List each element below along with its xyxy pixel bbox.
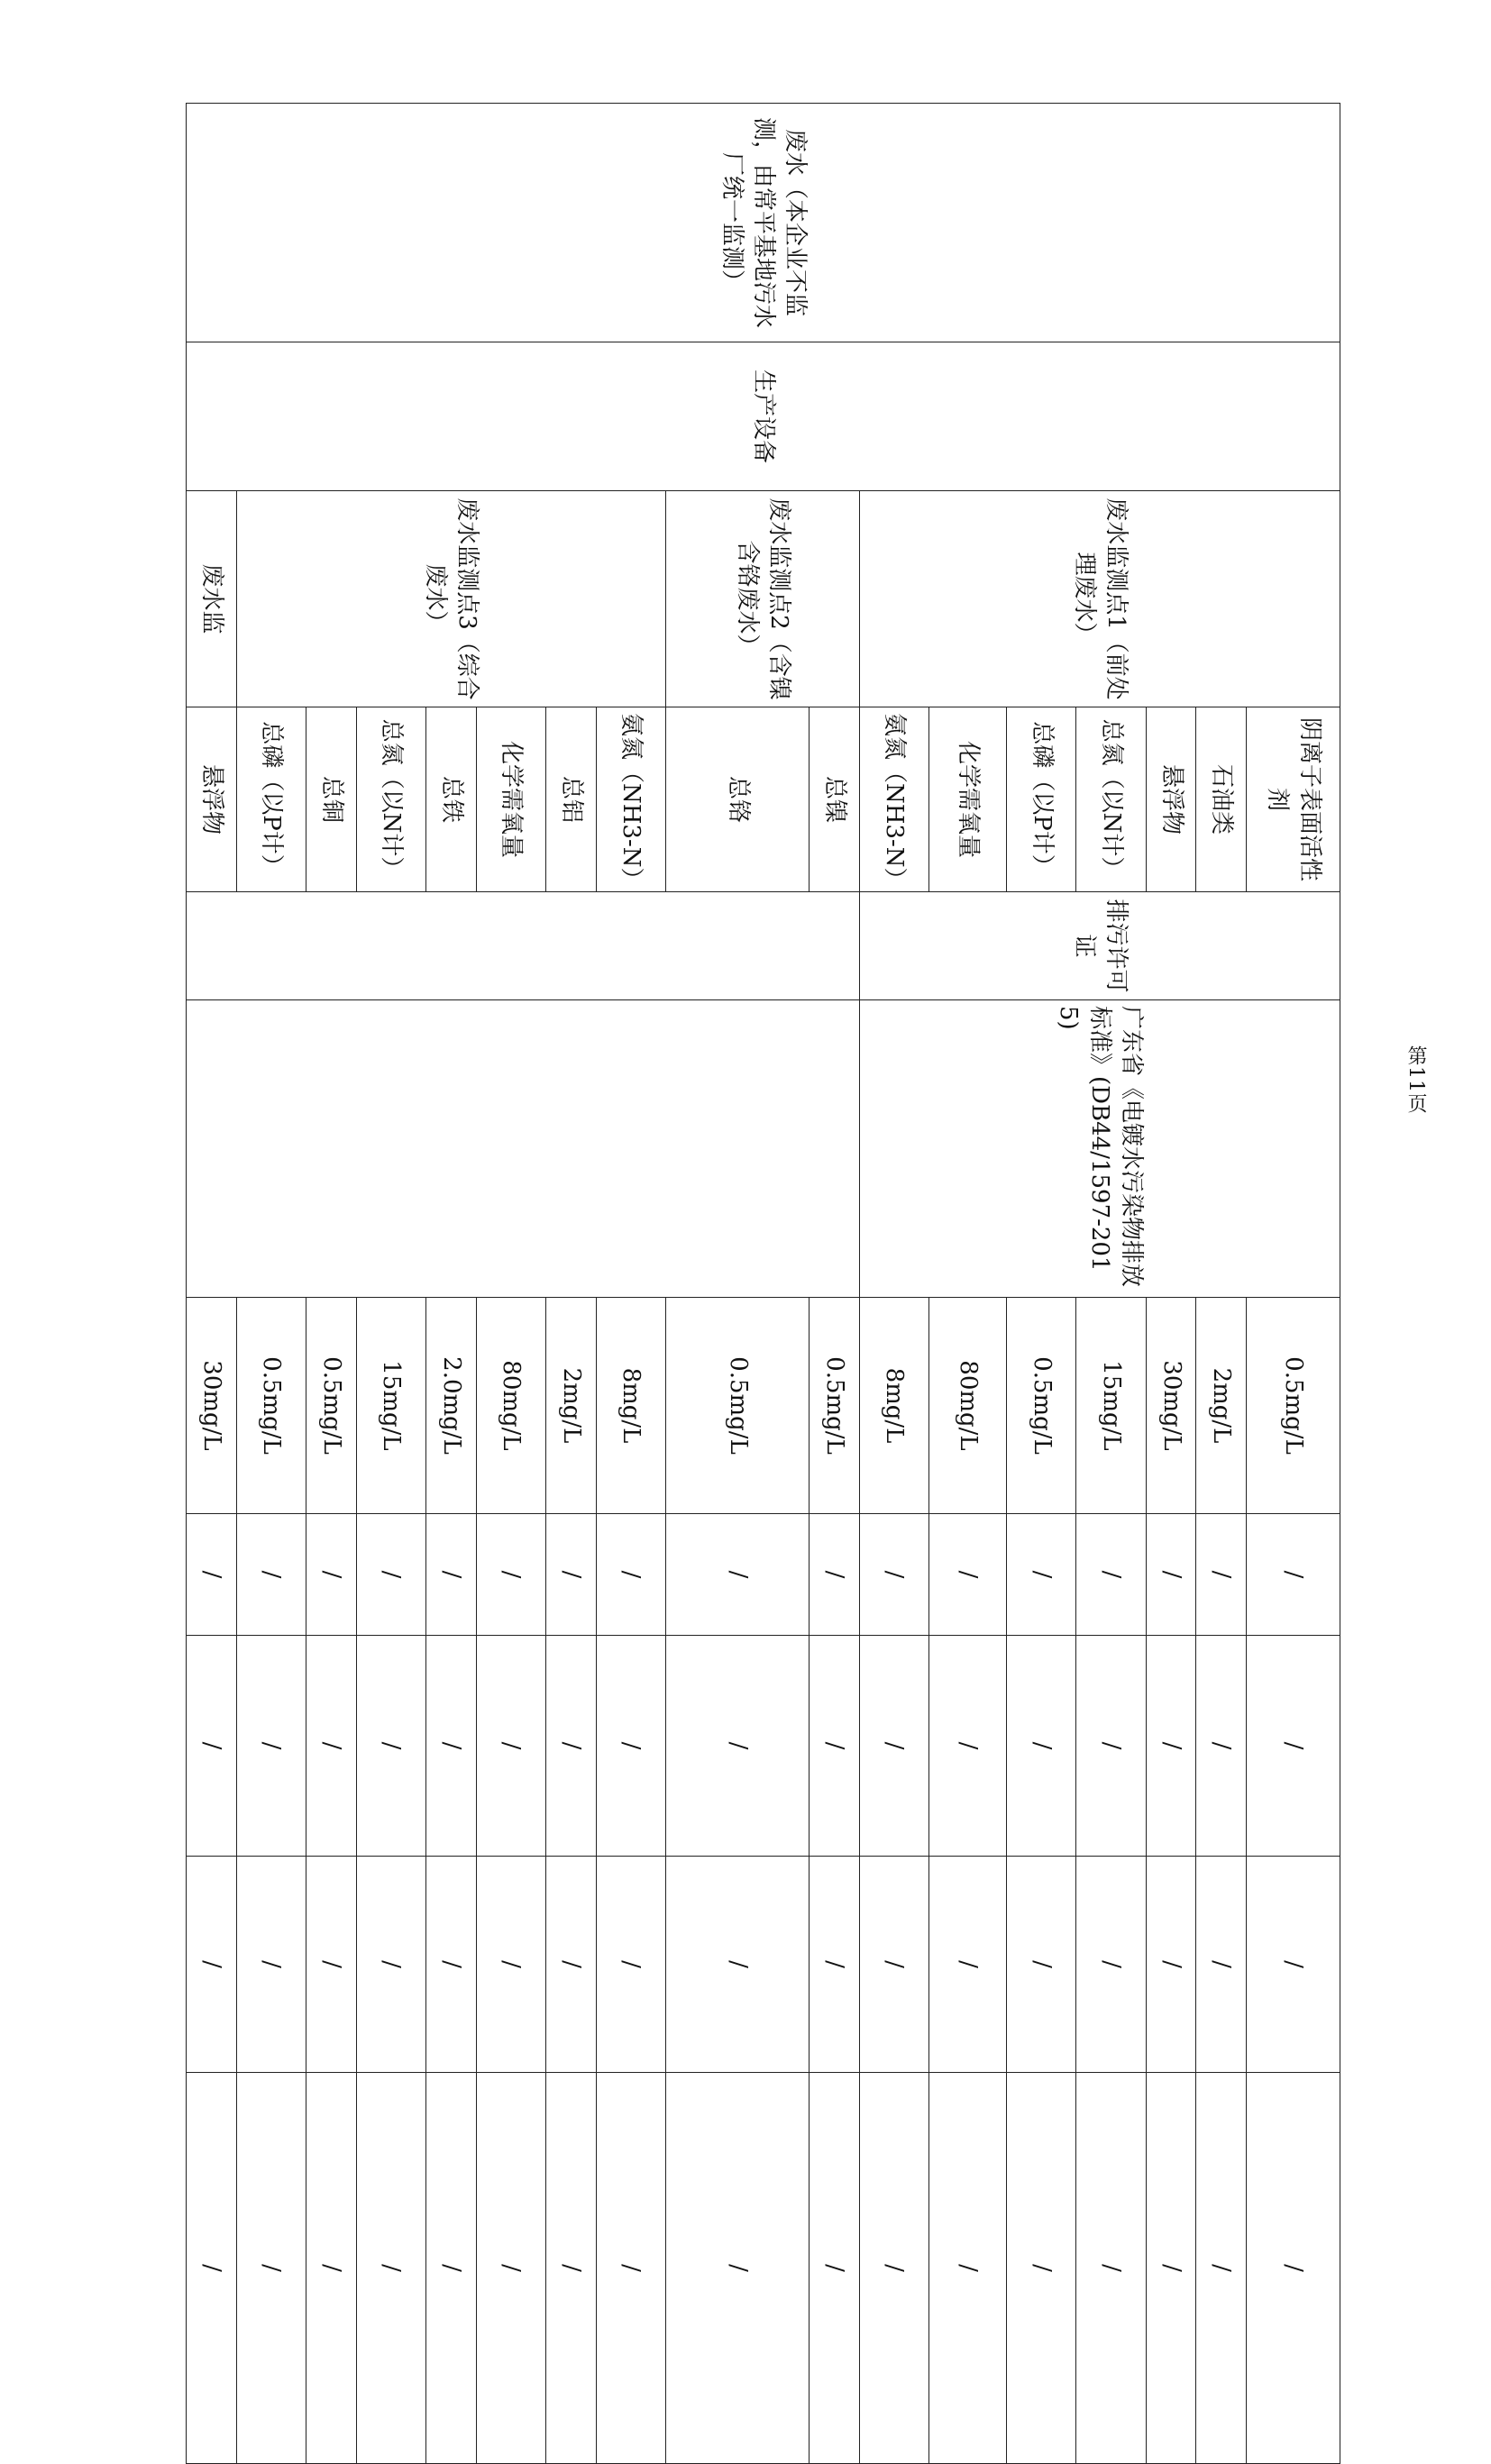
value-cell: /	[666, 2073, 810, 2464]
pollutant-cell: 化学需氧量	[476, 707, 546, 892]
value-cell: /	[1246, 1857, 1340, 2073]
limit-value-cell: 8mg/L	[596, 1298, 666, 1514]
value-cell: /	[1076, 1514, 1147, 1636]
value-cell: /	[187, 2073, 237, 2464]
value-cell: /	[1246, 1514, 1340, 1636]
table-row	[1246, 104, 1340, 2464]
pollutant-cell: 总磷（以P计）	[236, 707, 306, 892]
value-cell: /	[859, 2073, 929, 2464]
value-cell: /	[1146, 1514, 1195, 1636]
standard-cell: 广东省《电镀水污染物排放标准》(DB44/1597-2015)	[859, 1000, 1340, 1298]
monitoring-point-cell: 废水监	[187, 491, 237, 707]
value-cell: /	[596, 1636, 666, 1857]
pollutant-cell: 总铝	[546, 707, 596, 892]
limit-value-cell: 0.5mg/L	[666, 1298, 810, 1514]
limit-value-cell: 15mg/L	[1076, 1298, 1147, 1514]
limit-value-cell: 0.5mg/L	[810, 1298, 859, 1514]
value-cell: /	[1146, 2073, 1195, 2464]
value-cell: /	[236, 2073, 306, 2464]
value-cell: /	[666, 1636, 810, 1857]
pollutant-cell: 悬浮物	[187, 707, 237, 892]
value-cell: /	[426, 1514, 476, 1636]
value-cell: /	[1006, 1636, 1076, 1857]
limit-value-cell: 30mg/L	[187, 1298, 237, 1514]
value-cell: /	[1146, 1857, 1195, 2073]
page-number: 第11页	[1404, 1045, 1427, 1114]
value-cell: /	[356, 1636, 426, 1857]
limit-value-cell: 2mg/L	[1196, 1298, 1246, 1514]
pollutant-cell: 总氮（以N计）	[356, 707, 426, 892]
limit-value-cell: 15mg/L	[356, 1298, 426, 1514]
value-cell: /	[929, 1514, 1007, 1636]
pollutant-cell: 阴离子表面活性剂	[1246, 707, 1340, 892]
value-cell: /	[1146, 1636, 1195, 1857]
value-cell: /	[476, 1514, 546, 1636]
limit-value-cell: 0.5mg/L	[1006, 1298, 1076, 1514]
license-cell: 排污许可证	[859, 892, 1340, 1000]
value-cell: /	[546, 2073, 596, 2464]
pollutant-cell: 化学需氧量	[929, 707, 1007, 892]
pollutant-cell: 石油类	[1196, 707, 1246, 892]
value-cell: /	[306, 2073, 356, 2464]
value-cell: /	[929, 1636, 1007, 1857]
pollutant-cell: 总铁	[426, 707, 476, 892]
value-cell: /	[546, 1857, 596, 2073]
pollutant-cell: 悬浮物	[1146, 707, 1195, 892]
value-cell: /	[596, 2073, 666, 2464]
limit-value-cell: 80mg/L	[476, 1298, 546, 1514]
value-cell: /	[810, 1514, 859, 1636]
limit-value-cell: 2.0mg/L	[426, 1298, 476, 1514]
limit-value-cell: 0.5mg/L	[1246, 1298, 1340, 1514]
value-cell: /	[666, 1514, 810, 1636]
limit-value-cell: 30mg/L	[1146, 1298, 1195, 1514]
value-cell: /	[236, 1514, 306, 1636]
monitoring-point-cell: 废水监测点1（前处理废水）	[859, 491, 1340, 707]
value-cell: /	[859, 1857, 929, 2073]
value-cell: /	[596, 1857, 666, 2073]
value-cell: /	[1076, 1857, 1147, 2073]
limit-value-cell: 8mg/L	[859, 1298, 929, 1514]
value-cell: /	[666, 1857, 810, 2073]
value-cell: /	[1006, 1857, 1076, 2073]
value-cell: /	[1246, 1636, 1340, 1857]
category-cell: 废水（本企业不监测，由常平基地污水厂统一监测）	[187, 104, 1340, 342]
value-cell: /	[426, 1636, 476, 1857]
value-cell: /	[187, 1857, 237, 2073]
pollutant-cell: 氨氮（NH3-N）	[596, 707, 666, 892]
value-cell: /	[1196, 2073, 1246, 2464]
pollutant-cell: 总镍	[810, 707, 859, 892]
pollutant-cell: 氨氮（NH3-N）	[859, 707, 929, 892]
pollutant-cell: 总磷（以P计）	[1006, 707, 1076, 892]
value-cell: /	[1196, 1636, 1246, 1857]
limit-value-cell: 80mg/L	[929, 1298, 1007, 1514]
value-cell: /	[426, 1857, 476, 2073]
value-cell: /	[236, 1857, 306, 2073]
value-cell: /	[356, 1514, 426, 1636]
value-cell: /	[1076, 2073, 1147, 2464]
value-cell: /	[810, 2073, 859, 2464]
monitoring-point-cell: 废水监测点2（含镍含铬废水）	[666, 491, 860, 707]
value-cell: /	[1076, 1636, 1147, 1857]
value-cell: /	[1006, 2073, 1076, 2464]
value-cell: /	[810, 1636, 859, 1857]
value-cell: /	[859, 1636, 929, 1857]
value-cell: /	[546, 1514, 596, 1636]
value-cell: /	[187, 1636, 237, 1857]
limit-value-cell: 2mg/L	[546, 1298, 596, 1514]
value-cell: /	[476, 1857, 546, 2073]
value-cell: /	[306, 1857, 356, 2073]
value-cell: /	[426, 2073, 476, 2464]
value-cell: /	[1006, 1514, 1076, 1636]
value-cell: /	[356, 1857, 426, 2073]
pollutant-cell: 总铬	[666, 707, 810, 892]
value-cell: /	[929, 2073, 1007, 2464]
limit-value-cell: 0.5mg/L	[306, 1298, 356, 1514]
rotated-page	[186, 103, 1340, 2272]
value-cell: /	[1246, 2073, 1340, 2464]
pollutant-cell: 总铜	[306, 707, 356, 892]
value-cell: /	[476, 1636, 546, 1857]
value-cell: /	[187, 1514, 237, 1636]
value-cell: /	[476, 2073, 546, 2464]
pollutant-cell: 总氮（以N计）	[1076, 707, 1147, 892]
equipment-cell: 生产设备	[187, 342, 1340, 491]
value-cell: /	[1196, 1857, 1246, 2073]
value-cell: /	[356, 2073, 426, 2464]
empty-license-cell	[187, 892, 860, 1000]
value-cell: /	[810, 1857, 859, 2073]
monitoring-point-cell: 废水监测点3（综合废水）	[236, 491, 665, 707]
empty-standard-cell	[187, 1000, 860, 1298]
value-cell: /	[596, 1514, 666, 1636]
value-cell: /	[859, 1514, 929, 1636]
limit-value-cell: 0.5mg/L	[236, 1298, 306, 1514]
value-cell: /	[306, 1636, 356, 1857]
table-body	[187, 104, 1340, 2464]
value-cell: /	[236, 1636, 306, 1857]
value-cell: /	[306, 1514, 356, 1636]
monitoring-table	[186, 103, 1340, 2464]
value-cell: /	[1196, 1514, 1246, 1636]
value-cell: /	[929, 1857, 1007, 2073]
value-cell: /	[546, 1636, 596, 1857]
